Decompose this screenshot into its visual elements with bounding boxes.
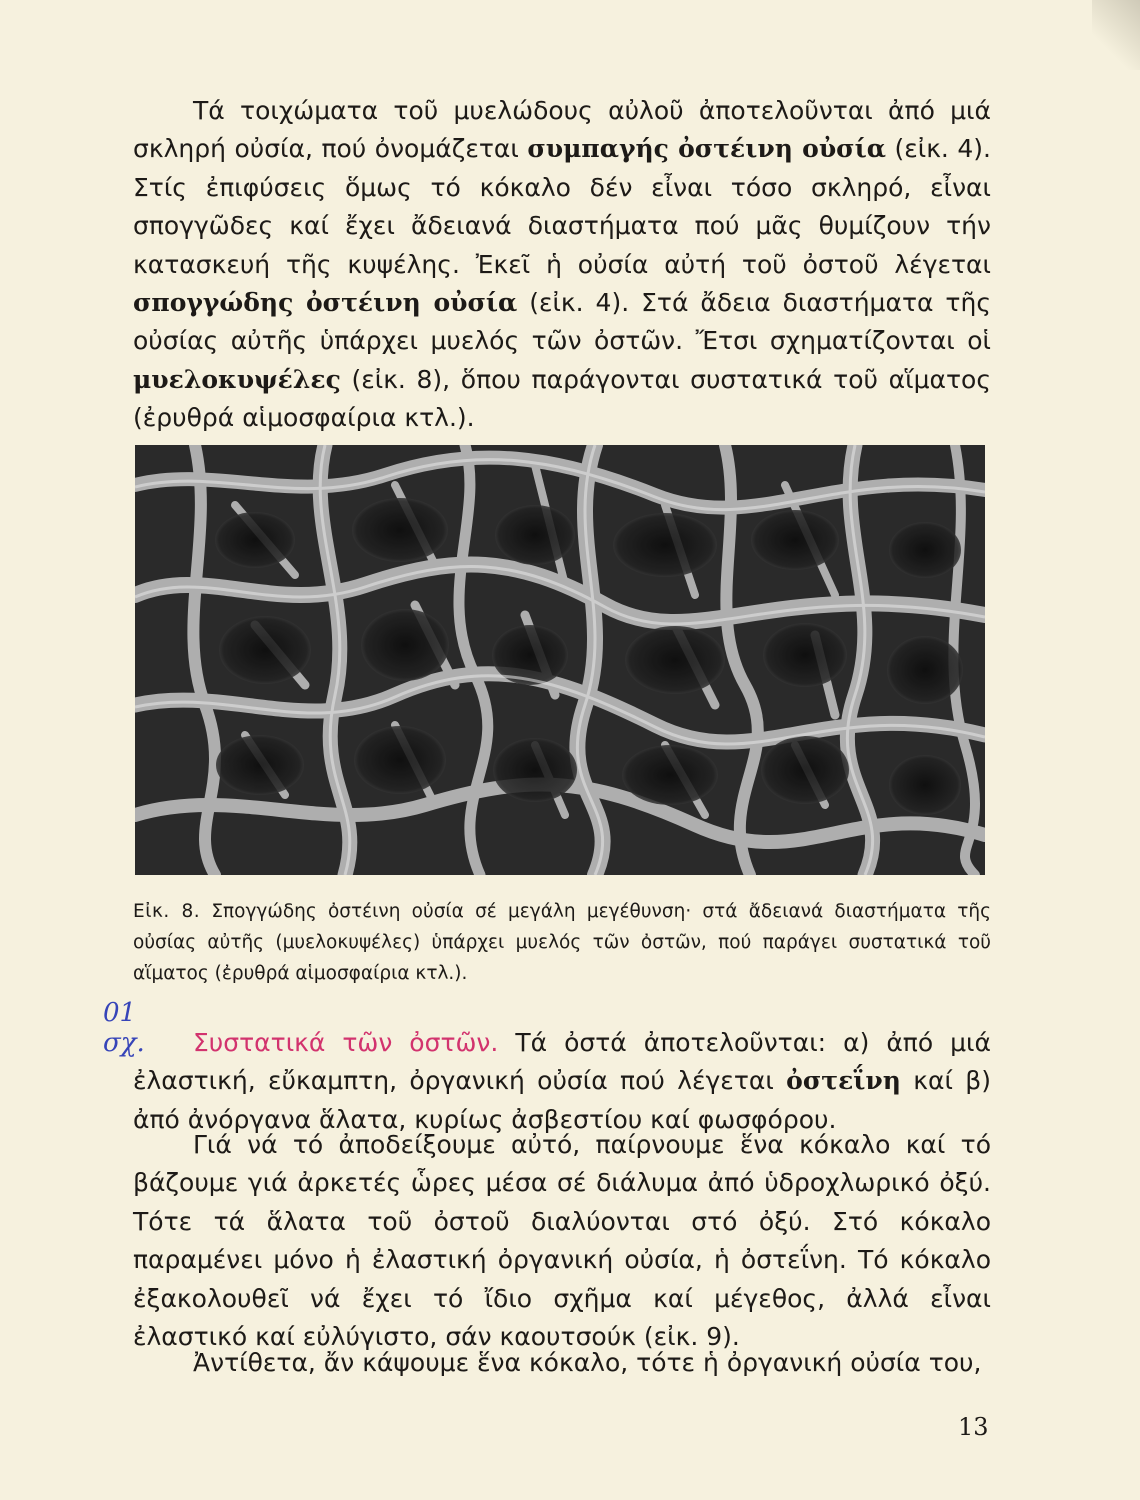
section-heading: Συστατικά τῶν ὀστῶν.: [193, 1028, 499, 1057]
bold-term-ossein: ὀστεΐνη: [786, 1066, 901, 1096]
text-segment: (εἰκ. 4). Στά ἄδεια διαστήματα τῆς οὐσίας αὐτῆς ὑπάρχει μυελός τῶν ὀστῶν. Ἔτσι σχηματίζονται οἱ: [133, 288, 991, 356]
paragraph-bone-structure: [133, 92, 991, 438]
figure-caption: [133, 896, 991, 989]
margin-note-line2: σχ.: [103, 1028, 145, 1058]
caption-text: Σπογγώδης ὀστέινη οὐσία σέ μεγάλη μεγέθυνση· στά ἄδειανά διαστήματα τῆς οὐσίας αὐτῆς (μυελοκυψέλες) ὑπάρχει μυελός τῶν ὀστῶν, πού παράγει συστατικά τοῦ αἵματος (ἐρυθρά αἱμοσφαίρια κτλ.).: [133, 901, 991, 984]
text-segment: Γιά νά τό ἀποδείξουμε αὐτό, παίρνουμε ἕνα κόκαλο καί τό βάζουμε γιά ἀρκετές ὧρες μέσα σέ διάλυμα ἀπό ὑδροχλωρικό ὀξύ. Τότε τά ἅλατα τοῦ ὀστοῦ διαλύονται στό ὀξύ. Στό κόκαλο παραμένει μόνο ἡ ἐλαστική ὀργανική οὐσία, ἡ ὀστεΐνη. Τό κόκαλο ἐξακολουθεῖ νά ἔχει τό ἴδιο σχῆμα καί μέγεθος, ἀλλά εἶναι ἐλαστικό καί εὐλύγιστο, σάν καουτσούκ (εἰκ. 9).: [133, 1130, 991, 1352]
text-segment: καί β) ἀπό ἀνόργανα ἅλατα, κυρίως ἀσβεστίου καί φωσφόρου.: [133, 1066, 992, 1134]
paragraph-experiment: [133, 1126, 991, 1356]
margin-note-line1: 01: [103, 998, 137, 1028]
bold-term-spongy-bone: σπογγώδης ὀστέινη οὐσία: [133, 288, 518, 318]
text-segment: (εἰκ. 8), ὅπου παράγονται συστατικά τοῦ αἵματος (ἐρυθρά αἱμοσφαίρια κτλ.).: [133, 364, 991, 433]
text-segment: Τά τοιχώματα τοῦ μυελώδους αὐλοῦ ἀποτελοῦνται ἀπό μιά σκληρή οὐσία, πού ὀνομάζεται: [133, 96, 991, 164]
figure-label: Εἰκ. 8.: [133, 901, 201, 922]
paragraph-bone-components: [133, 1024, 991, 1139]
bold-term-compact-bone: συμπαγής ὀστέινη οὐσία: [527, 134, 886, 164]
paragraph-burning: [133, 1344, 991, 1382]
text-segment: Ἀντίθετα, ἄν κάψουμε ἕνα κόκαλο, τότε ἡ ὀργανική οὐσία του,: [193, 1348, 982, 1377]
text-segment: (εἰκ. 4). Στίς ἐπιφύσεις ὅμως τό κόκαλο δέν εἶναι τόσο σκληρό, εἶναι σπογγῶδες καί ἔχει ἄδειανά διαστήματα πού μᾶς θυμίζουν τήν κατασκευή τῆς κυψέλης. Ἐκεῖ ἡ οὐσία αὐτή τοῦ ὀστοῦ λέγεται: [133, 134, 991, 279]
page-number: 13: [958, 1413, 989, 1441]
spongy-bone-photo: [135, 445, 985, 875]
text-segment: Τά ὀστά ἀποτελοῦνται: α) ἀπό μιά ἐλαστική, εὔκαμπτη, ὀργανική οὐσία πού λέγεται: [133, 1028, 991, 1096]
page-corner-fold: [1092, 0, 1140, 70]
bold-term-marrow-cells: μυελοκυψέλες: [133, 364, 341, 394]
